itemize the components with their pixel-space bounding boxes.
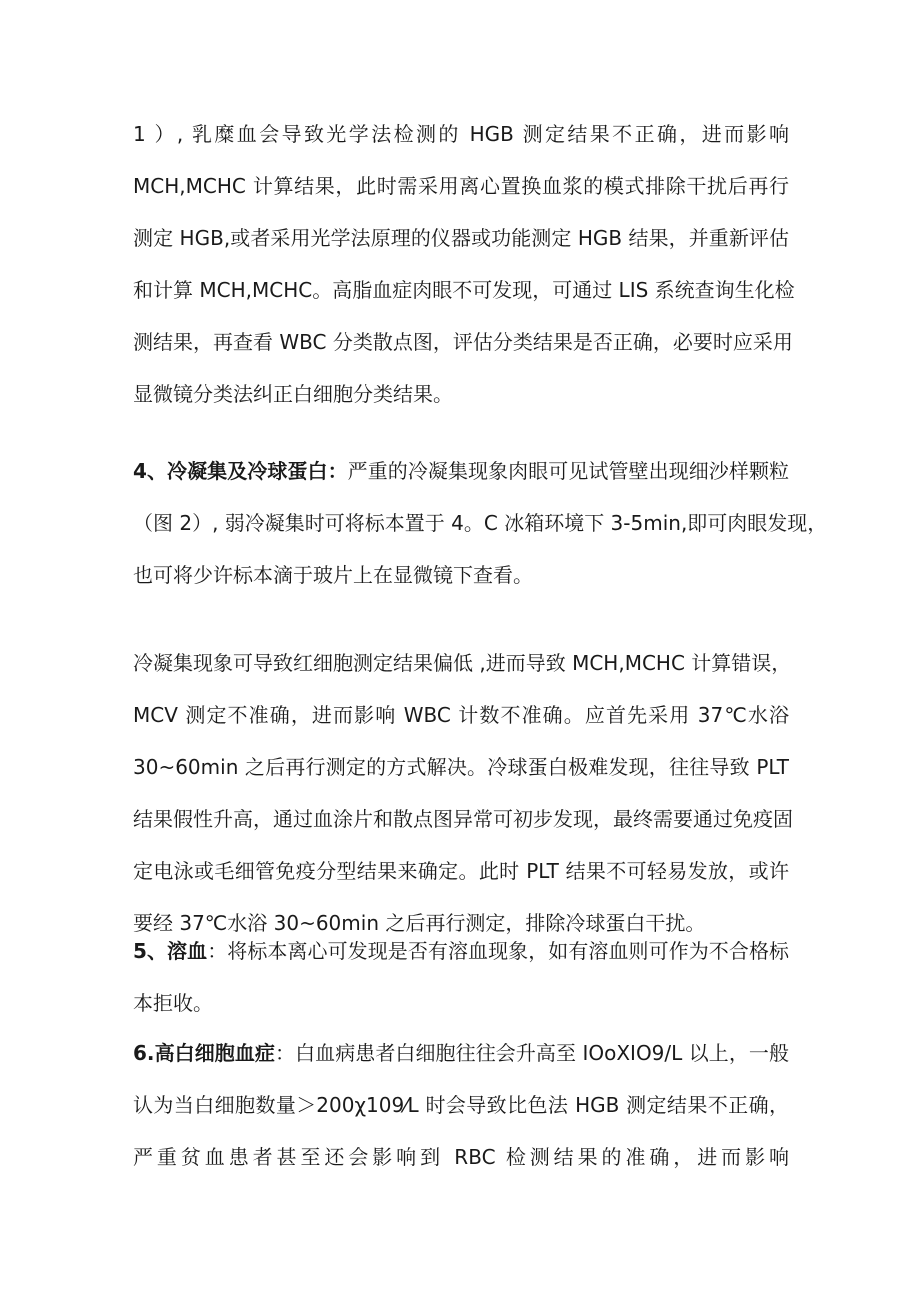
text-line: 也可将少许标本滴于玻片上在显微镜下查看。 — [133, 563, 533, 587]
text-line: 显微镜分类法纠正白细胞分类结果。 — [133, 382, 453, 406]
text-line: 和计算 MCH,MCHC。高脂血症肉眼不可发现，可通过 LIS 系统查询生化检 — [133, 278, 795, 302]
section-heading: 6.高白细胞血症 — [133, 1041, 275, 1065]
text-line: 要经 37℃水浴 30~60min 之后再行测定，排除冷球蛋白干扰。 — [133, 911, 706, 935]
text-span: ：白血病患者白细胞往往会升高至 IOoXIO9/L 以上，一般 — [275, 1041, 789, 1065]
text-line: 结果假性升高，通过血涂片和散点图异常可初步发现，最终需要通过免疫固 — [133, 807, 793, 831]
text-line: 测定 HGB,或者采用光学法原理的仪器或功能测定 HGB 结果，并重新评估 — [133, 226, 789, 250]
paragraph-hyperleukocytosis — [133, 1027, 789, 1183]
text-line: 冷凝集现象可导致红细胞测定结果偏低 ,进而导致 MCH,MCHC 计算错误， — [133, 651, 792, 675]
text-line: 30~60min 之后再行测定的方式解决。冷球蛋白极难发现，往往导致 PLT — [133, 755, 789, 779]
text-span: 严重的冷凝集现象肉眼可见试管壁出现细沙样颗粒 — [347, 459, 790, 483]
text-line: MCV 测定不准确，进而影响 WBC 计数不准确。应首先采用 37℃水浴 — [133, 703, 789, 727]
text-line: 本拒收。 — [133, 991, 213, 1015]
text-line: （图 2）, 弱冷凝集时可将标本置于 4。C 冰箱环境下 3-5min,即可肉眼发现， — [133, 511, 828, 535]
text-line — [133, 1027, 789, 1079]
text-line: 定电泳或毛细管免疫分型结果来确定。此时 PLT 结果不可轻易发放，或许 — [133, 859, 789, 883]
paragraph-cold-agglutination — [133, 445, 828, 601]
text-line: MCH,MCHC 计算结果，此时需采用离心置换血浆的模式排除干扰后再行 — [133, 174, 789, 198]
text-line: 认为当白细胞数量＞200χ109⁄L 时会导致比色法 HGB 测定结果不正确， — [133, 1093, 789, 1117]
text-span: ：将标本离心可发现是否有溶血现象，如有溶血则可作为不合格标 — [207, 939, 790, 963]
paragraph-cold-effects — [133, 637, 793, 949]
text-line: 严重贫血患者甚至还会影响到 RBC 检测结果的准确，进而影响 — [133, 1145, 789, 1169]
text-line — [133, 925, 789, 977]
section-heading: 4、冷凝集及冷球蛋白： — [133, 459, 348, 483]
section-heading: 5、溶血 — [133, 939, 208, 963]
paragraph-hemolysis — [133, 925, 789, 1029]
text-line: 1 ）, 乳糜血会导致光学法检测的 HGB 测定结果不正确，进而影响 — [133, 122, 789, 146]
text-line — [133, 445, 789, 497]
paragraph-lipemia — [133, 108, 795, 420]
text-line: 测结果，再查看 WBC 分类散点图，评估分类结果是否正确，必要时应采用 — [133, 330, 793, 354]
